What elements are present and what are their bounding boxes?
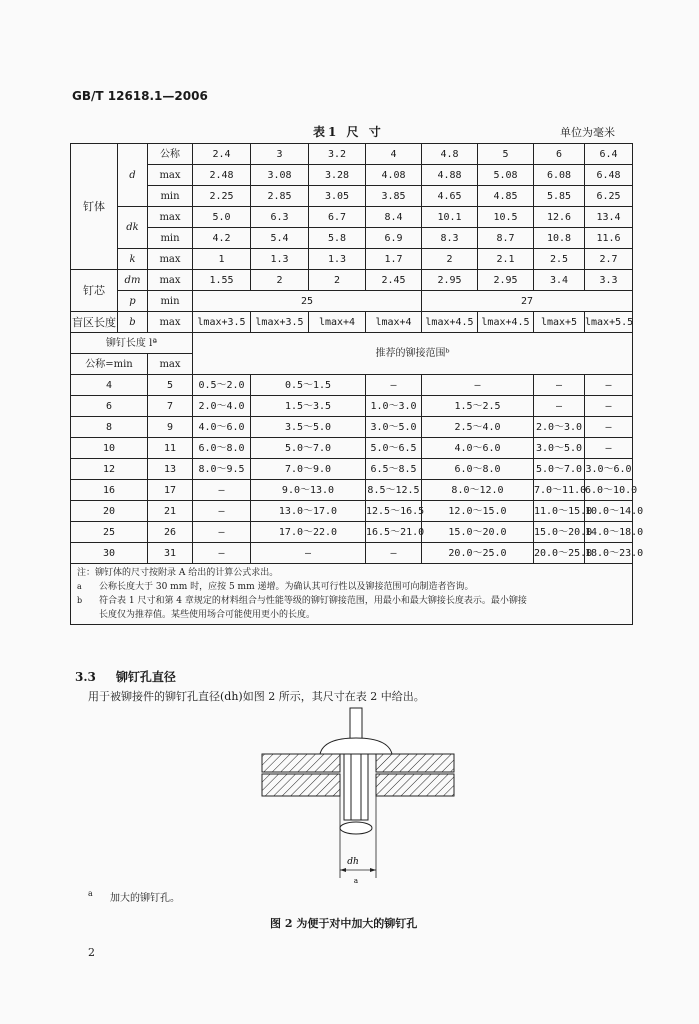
figure-footnote-text: 加大的铆钉孔。 [110,893,180,904]
note-b-2: 长度仅为推荐值。某些使用场合可能使用更小的长度。 [99,610,316,620]
grip-cell: — [366,375,422,396]
cell: 2 [309,270,366,291]
cell: lmax+4 [309,312,366,333]
length-nominal: 8 [71,417,148,438]
cell: 3.28 [309,165,366,186]
note-a: 公称长度大于 30 mm 时，应按 5 mm 递增。为确认其可行性以及铆接范围可向制造者咨询。 [99,582,474,592]
label-max: max [148,165,193,186]
grip-cell: 11.0～15.0 [534,501,585,522]
grip-cell: 1.0～3.0 [366,396,422,417]
length-max: 9 [148,417,193,438]
label-min: min [148,186,193,207]
length-nominal: 25 [71,522,148,543]
grip-cell: 12.5～16.5 [366,501,422,522]
figure-footnote [88,889,180,904]
cell: 2 [422,249,478,270]
cell: 4.65 [422,186,478,207]
cell: lmax+4.5 [422,312,478,333]
length-header: 铆钉长度 lª [71,333,193,354]
cell: 3.08 [251,165,309,186]
page-number: 2 [88,946,95,959]
grip-cell: — [585,438,633,459]
length-max: 17 [148,480,193,501]
cell: 4.2 [193,228,251,249]
grip-cell: 20.0～25.0 [534,543,585,564]
cell: 3 [251,144,309,165]
cell: 4.8 [422,144,478,165]
grip-cell: 8.5～12.5 [366,480,422,501]
length-max-header: max [148,354,193,375]
grip-cell: 4.0～6.0 [422,438,534,459]
section-paragraph: 用于被铆接件的铆钉孔直径(dh)如图 2 所示，其尺寸在表 2 中给出。 [88,690,425,703]
cell: 1.55 [193,270,251,291]
cell: 1.3 [251,249,309,270]
cell: lmax+5 [534,312,585,333]
rivet-body [344,754,368,820]
table-title: 表1 尺 寸 [313,125,384,139]
cell: 3.85 [366,186,422,207]
cell: lmax+3.5 [251,312,309,333]
footnote-mark-a: a [77,582,82,591]
cell: 8.3 [422,228,478,249]
cell: 8.7 [478,228,534,249]
grip-cell: 3.0～6.0 [585,459,633,480]
cell: 2.48 [193,165,251,186]
grip-cell: 13.0～17.0 [251,501,366,522]
length-max: 7 [148,396,193,417]
section-number: 3.3 [75,670,96,684]
grip-cell: 6.0～10.0 [585,480,633,501]
symbol-b: b [118,312,148,333]
lower-plate-left [262,774,340,796]
note-b-1: 符合表 1 尺寸和第 4 章规定的材料组合与性能等级的铆钉铆接范围，用最小和最大铆接长度表示。最小铆接 [99,596,527,606]
label-min: min [148,228,193,249]
group-mandrel: 钉芯 [71,270,118,312]
grip-cell: 14.0～18.0 [585,522,633,543]
label-max: max [148,312,193,333]
cell: 3.3 [585,270,633,291]
cell: 2.5 [534,249,585,270]
cell: 8.4 [366,207,422,228]
grip-cell: 5.0～7.0 [534,459,585,480]
length-nominal: 6 [71,396,148,417]
grip-cell: — [193,522,251,543]
grip-cell: 8.0～12.0 [422,480,534,501]
cell: lmax+4 [366,312,422,333]
symbol-k: k [118,249,148,270]
lower-plate-right [376,774,454,796]
cell: 25 [193,291,422,312]
note-b-line [77,594,626,608]
length-nominal: 30 [71,543,148,564]
cell: 27 [422,291,633,312]
length-nominal: 20 [71,501,148,522]
cell: 2.4 [193,144,251,165]
grip-cell: 17.0～22.0 [251,522,366,543]
cell: 6.25 [585,186,633,207]
length-max: 26 [148,522,193,543]
cell: 1 [193,249,251,270]
grip-cell: — [534,396,585,417]
cell: 2.25 [193,186,251,207]
grip-cell: 16.5～21.0 [366,522,422,543]
cell: 5.08 [478,165,534,186]
grip-cell: 3.0～5.0 [534,438,585,459]
cell: 11.6 [585,228,633,249]
cell: lmax+3.5 [193,312,251,333]
figure-caption: 图 2 为便于对中加大的铆钉孔 [270,917,418,930]
section-title: 铆钉孔直径 [115,670,176,684]
unit-note: 单位为毫米 [560,126,615,139]
grip-cell: 12.0～15.0 [422,501,534,522]
cell: 6.4 [585,144,633,165]
table-notes [71,564,633,625]
symbol-d: d [118,144,148,207]
grip-range-header: 推荐的铆接范围ᵇ [193,333,633,375]
grip-cell: — [534,375,585,396]
cell: 4.88 [422,165,478,186]
length-max: 21 [148,501,193,522]
rivet-head [320,738,392,754]
cell: 3.05 [309,186,366,207]
length-max: 13 [148,459,193,480]
grip-cell: 18.0～23.0 [585,543,633,564]
cell: 4 [366,144,422,165]
group-blind: 盲区长度 [71,312,118,333]
mandrel-head [340,822,372,834]
grip-cell: 15.0～20.0 [534,522,585,543]
cell: 5.85 [534,186,585,207]
cell: 5.8 [309,228,366,249]
note-a-line [77,580,626,594]
grip-cell: 0.5～2.0 [193,375,251,396]
length-nominal: 16 [71,480,148,501]
grip-cell: — [585,396,633,417]
grip-cell: — [366,543,422,564]
cell: lmax+5.5 [585,312,633,333]
grip-cell: — [193,543,251,564]
grip-cell: — [585,417,633,438]
length-nominal: 4 [71,375,148,396]
label-nominal: 公称 [148,144,193,165]
grip-cell: 3.5～5.0 [251,417,366,438]
dimension-label: dh [347,857,359,867]
length-max: 11 [148,438,193,459]
label-max: max [148,207,193,228]
cell: 2.95 [422,270,478,291]
cell: 6.3 [251,207,309,228]
grip-cell: 5.0～7.0 [251,438,366,459]
symbol-p: p [118,291,148,312]
cell: 13.4 [585,207,633,228]
grip-cell: 20.0～25.0 [422,543,534,564]
rivet-hole-figure [240,702,460,886]
grip-cell: 2.0～4.0 [193,396,251,417]
grip-cell: 6.0～8.0 [422,459,534,480]
cell: 10.5 [478,207,534,228]
cell: 2.1 [478,249,534,270]
cell: 2.85 [251,186,309,207]
cell: 2.45 [366,270,422,291]
cell: 10.8 [534,228,585,249]
grip-cell: 1.5～3.5 [251,396,366,417]
length-nominal: 10 [71,438,148,459]
grip-cell: 9.0～13.0 [251,480,366,501]
dimensions-table [70,143,644,625]
grip-cell: 2.5～4.0 [422,417,534,438]
dimension-footnote-mark: a [353,877,359,885]
grip-cell: — [585,375,633,396]
standard-code: GB/T 12618.1—2006 [72,89,208,103]
footnote-mark-b: b [77,596,83,605]
grip-cell: — [422,375,534,396]
cell: 1.7 [366,249,422,270]
label-max: max [148,270,193,291]
cell: 2.95 [478,270,534,291]
grip-cell: 1.5～2.5 [422,396,534,417]
length-max: 5 [148,375,193,396]
cell: 12.6 [534,207,585,228]
cell: 4.08 [366,165,422,186]
grip-cell: 6.5～8.5 [366,459,422,480]
symbol-dk: dk [118,207,148,249]
grip-cell: — [193,501,251,522]
cell: 6.9 [366,228,422,249]
label-min: min [148,291,193,312]
cell: 3.4 [534,270,585,291]
cell: 6.7 [309,207,366,228]
cell: 6 [534,144,585,165]
grip-cell: 15.0～20.0 [422,522,534,543]
grip-cell: 8.0～9.5 [193,459,251,480]
length-nominal: 12 [71,459,148,480]
grip-cell: 6.0～8.0 [193,438,251,459]
grip-cell: 3.0～5.0 [366,417,422,438]
cell: 5 [478,144,534,165]
grip-cell: 10.0～14.0 [585,501,633,522]
grip-cell: 7.0～11.0 [534,480,585,501]
section-heading [75,668,176,685]
cell: 2.7 [585,249,633,270]
cell: 1.3 [309,249,366,270]
note-general: 注：铆钉体的尺寸按附录 A 给出的计算公式求出。 [77,568,279,578]
grip-cell: 0.5～1.5 [251,375,366,396]
cell: 5.4 [251,228,309,249]
grip-cell: 5.0～6.5 [366,438,422,459]
symbol-dm: dm [118,270,148,291]
cell: 5.0 [193,207,251,228]
grip-cell: 7.0～9.0 [251,459,366,480]
length-max: 31 [148,543,193,564]
cell: 2 [251,270,309,291]
cell: 4.85 [478,186,534,207]
cell: 3.2 [309,144,366,165]
figure-footnote-mark: a [88,889,93,898]
grip-cell: — [193,480,251,501]
upper-plate-left [262,754,340,772]
label-max: max [148,249,193,270]
length-nominal-header: 公称=min [71,354,148,375]
group-body: 钉体 [71,144,118,270]
grip-cell: — [251,543,366,564]
cell: 6.08 [534,165,585,186]
cell: 10.1 [422,207,478,228]
upper-plate-right [376,754,454,772]
grip-cell: 4.0～6.0 [193,417,251,438]
grip-cell: 2.0～3.0 [534,417,585,438]
cell: lmax+4.5 [478,312,534,333]
cell: 6.48 [585,165,633,186]
